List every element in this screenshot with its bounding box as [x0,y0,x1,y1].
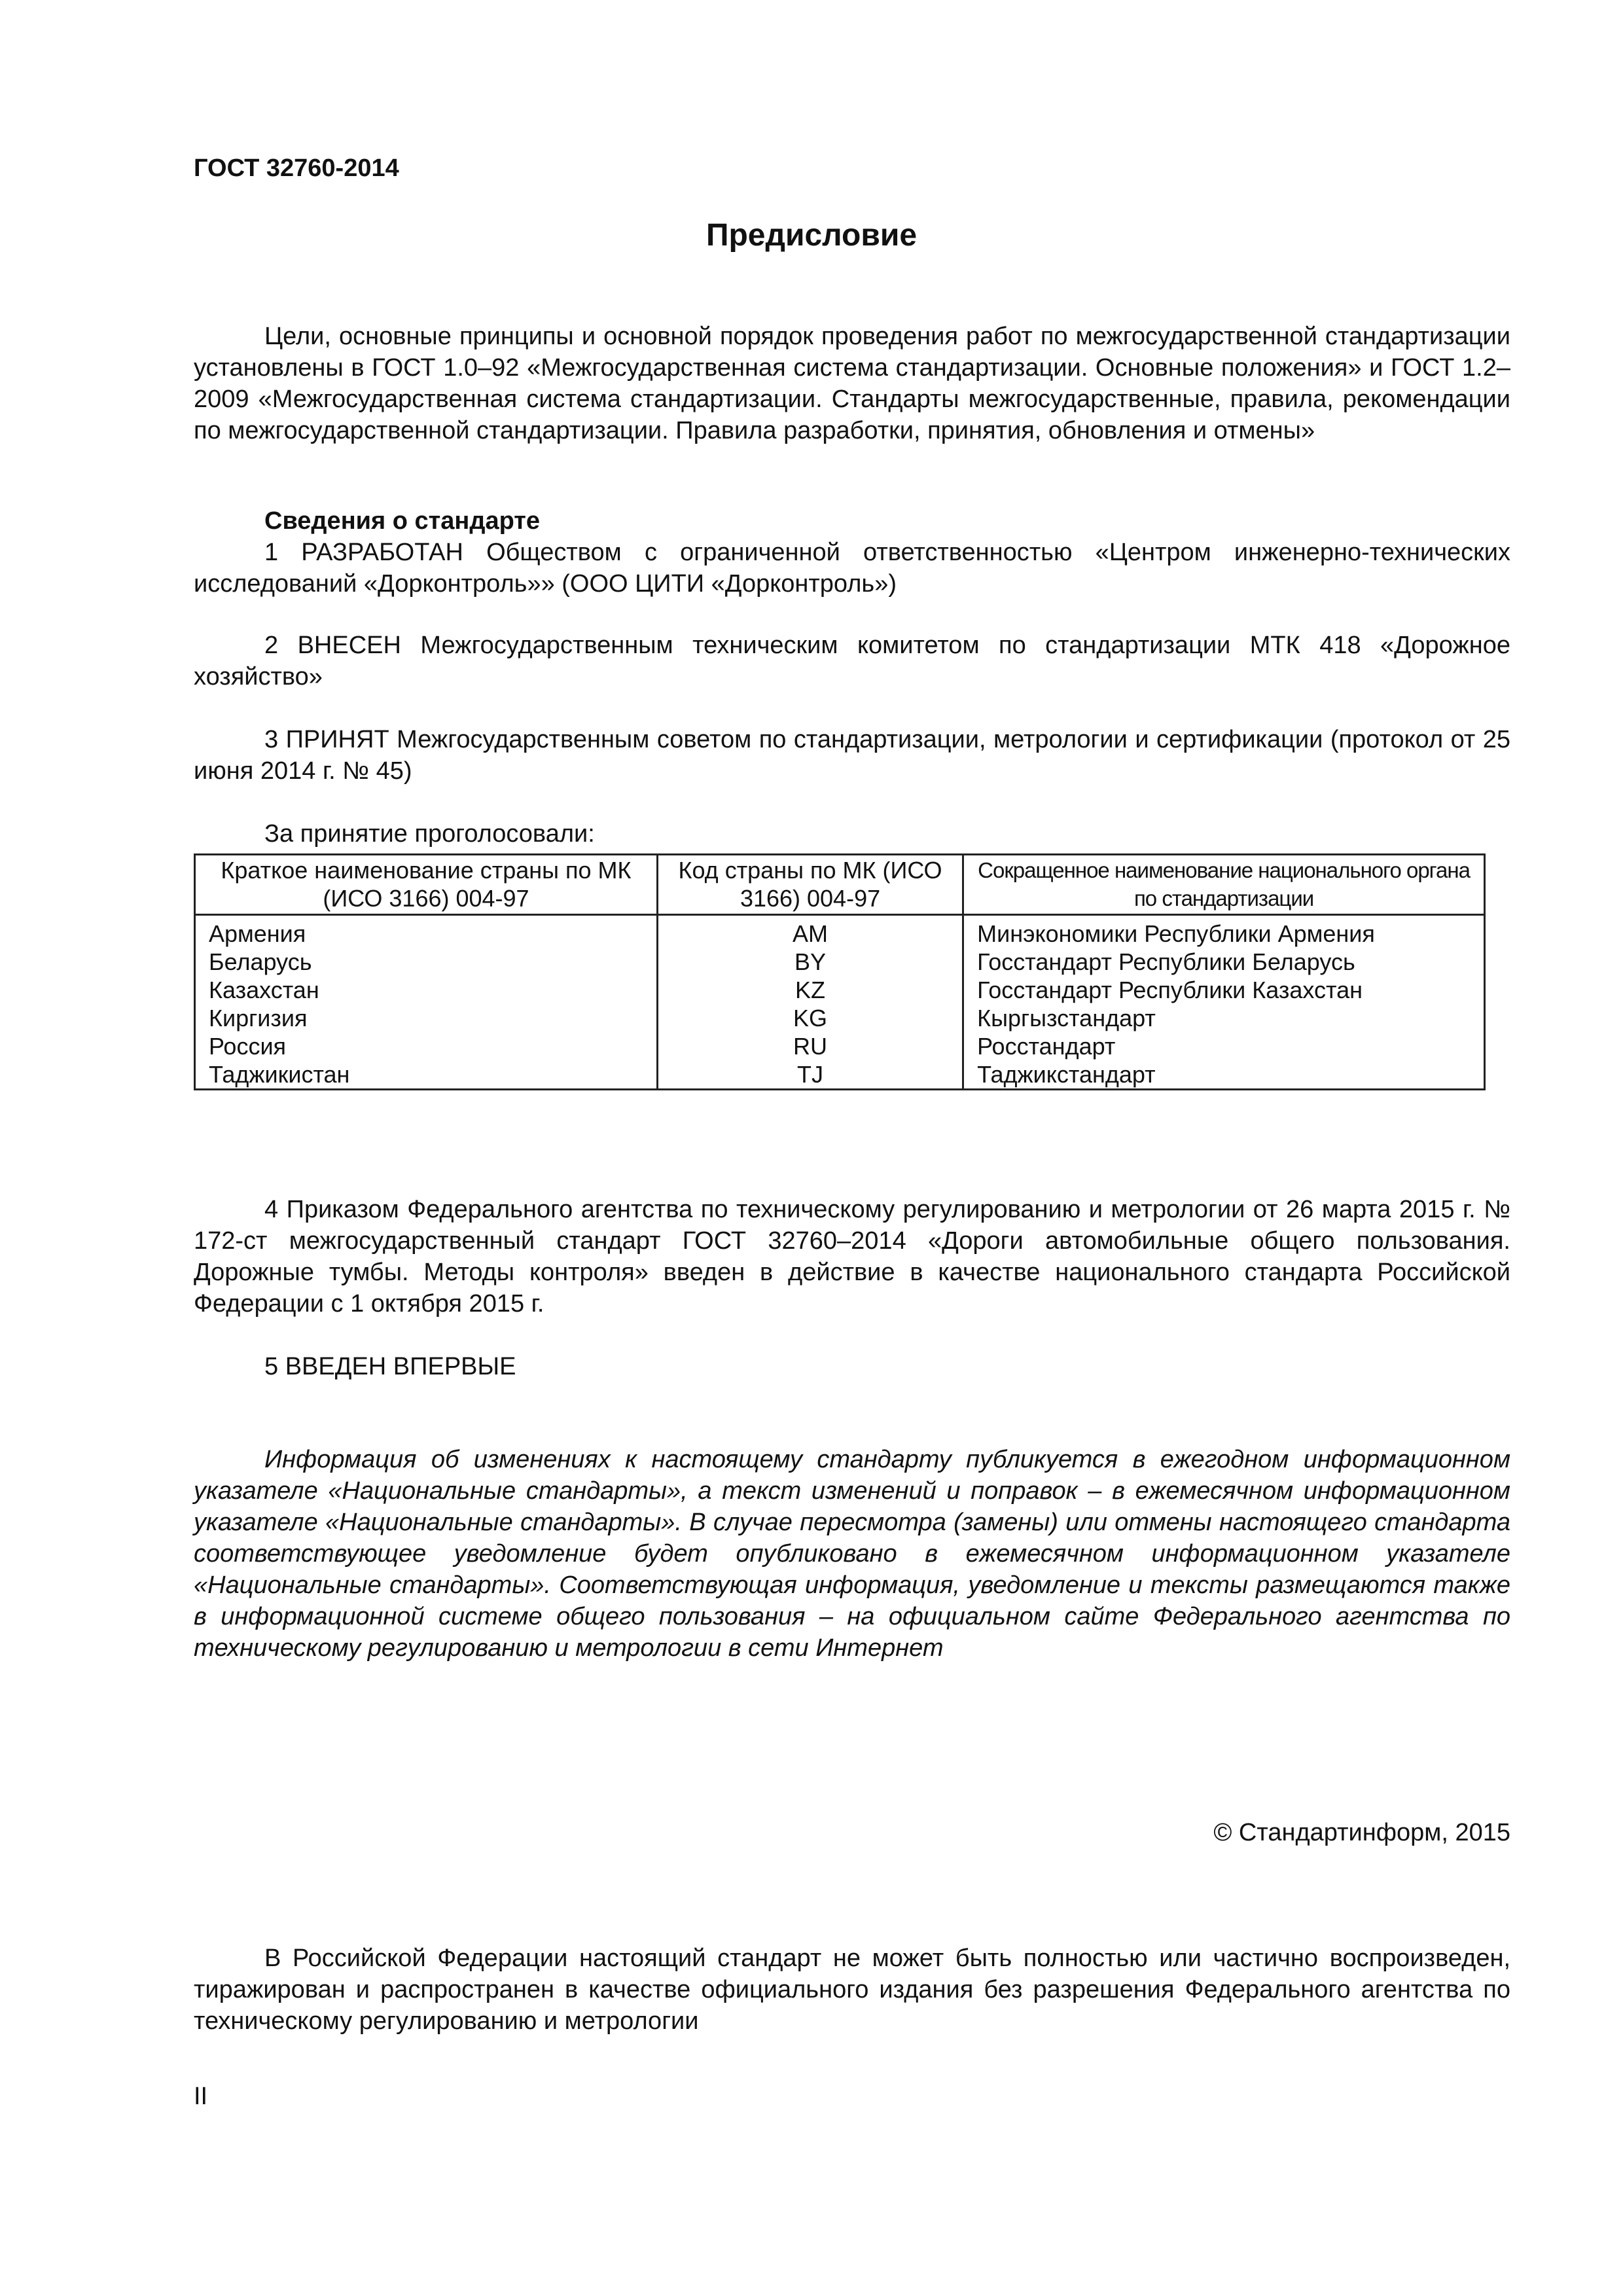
code-cell: KG [657,1004,963,1032]
body-cell: Госстандарт Республики Беларусь [963,948,1485,976]
table-row [195,948,1485,976]
legal-notice: В Российской Федерации настоящий стандарт не может быть полностью или частично воспроизведен, тиражирован и распространен в качестве официального издания без разрешения Федерального агентства по техническому регулированию и метрологии [194,1945,1510,2035]
table-header-row [195,855,1485,915]
item-enacted: 4 Приказом Федерального агентства по техническому регулированию и метрологии от 26 марта 2015 г. № 172-ст межгосударственный стандарт ГОСТ 32760–2014 «Дороги автомобильные общего пользования. Дорожные тумбы. Методы контроля» введен в действие в качестве национального стандарта Российской Федерации с 1 октября 2015 г. [194,1196,1510,1318]
body-cell: Таджикстандарт [963,1060,1485,1090]
country-cell: Армения [195,920,658,948]
header-code: Код страны по МК (ИСО 3166) 004-97 [657,855,963,915]
body-cell: Кыргызстандарт [963,1004,1485,1032]
header-national-body: Сокращенное наименование национального органа по стандартизации [963,855,1485,915]
table-row [195,976,1485,1004]
body-cell: Росстандарт [963,1032,1485,1060]
item-first-introduced: 5 ВВЕДЕН ВПЕРВЫЕ [264,1353,516,1380]
country-cell: Киргизия [195,1004,658,1032]
page-title: Предисловие [705,218,918,253]
country-cell: Беларусь [195,948,658,976]
country-cell: Казахстан [195,976,658,1004]
body-cell: Госстандарт Республики Казахстан [963,976,1485,1004]
intro-paragraph: Цели, основные принципы и основной порядок проведения работ по межгосударственной стандартизации установлены в ГОСТ 1.0–92 «Межгосударственная система стандартизации. Основные положения» и ГОСТ 1.2–2009 «Межгосударственная система стандартизации. Стандарты межгосударственные, правила, рекомендации по межгосударственной стандартизации. Правила разработки, принятия, обновления и отмены» [194,323,1510,444]
code-cell: KZ [657,976,963,1004]
changes-notice: Информация об изменениях к настоящему стандарту публикуется в ежегодном информационном указателе «Национальные стандарты», а текст изменений и поправок – в ежемесячном информационном указателе «Национальные стандарты». В случае пересмотра (замены) или отмены настоящего стандарта соответствующее уведомление будет опубликовано в ежемесячном информационном указателе «Национальные стандарты». Соответствующая информация, уведомление и тексты размещаются также в информационной системе общего пользования – на официальном сайте Федерального агентства по техническому регулированию и метрологии в сети Интернет [194,1446,1510,1662]
table-row [195,920,1485,948]
voting-table [194,853,1486,1090]
copyright: © Стандартинформ, 2015 [1213,1819,1510,1846]
table-row [195,1004,1485,1032]
page-number: II [194,2083,208,2110]
country-cell: Таджикистан [195,1060,658,1090]
table-row [195,1060,1485,1090]
info-heading: Сведения о стандарте [264,507,541,535]
item-adopted: 3 ПРИНЯТ Межгосударственным советом по стандартизации, метрологии и сертификации (протокол от 25 июня 2014 г. № 45) [194,726,1510,785]
item-submitted: 2 ВНЕСЕН Межгосударственным техническим комитетом по стандартизации МТК 418 «Дорожное хозяйство» [194,632,1510,691]
code-cell: TJ [657,1060,963,1090]
item-developed: 1 РАЗРАБОТАН Обществом с ограниченной ответственностью «Центром инженерно-технических исследований «Дорконтроль»» (ООО ЦИТИ «Дорконтроль») [194,539,1510,598]
country-cell: Россия [195,1032,658,1060]
vote-caption: За принятие проголосовали: [264,820,595,848]
table-row [195,1032,1485,1060]
header-country: Краткое наименование страны по МК (ИСО 3166) 004-97 [195,855,658,915]
code-cell: AM [657,920,963,948]
code-cell: RU [657,1032,963,1060]
code-cell: BY [657,948,963,976]
document-code: ГОСТ 32760-2014 [194,154,399,182]
body-cell: Минэкономики Республики Армения [963,920,1485,948]
